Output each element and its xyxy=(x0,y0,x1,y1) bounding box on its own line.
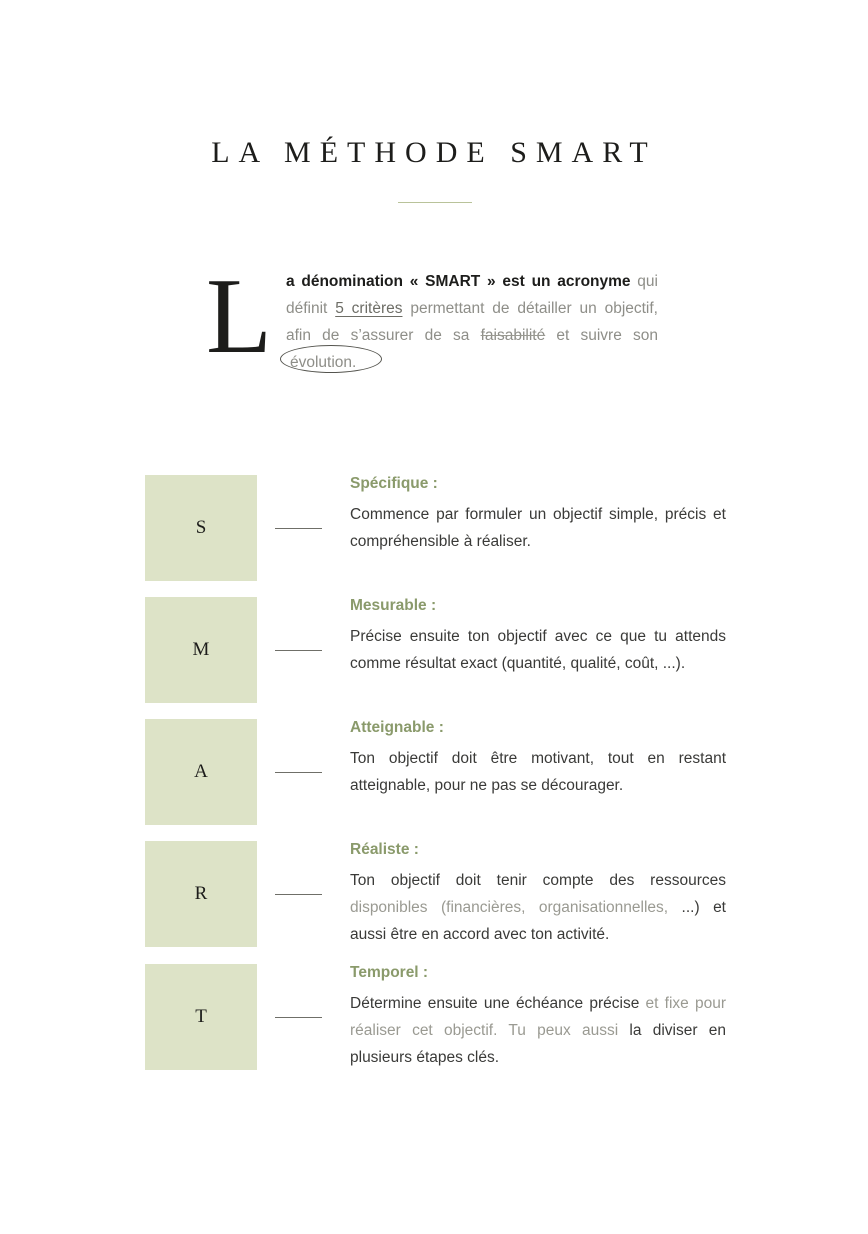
intro-text xyxy=(206,257,658,376)
intro-part4: et suivre son xyxy=(545,327,658,344)
row-body-t xyxy=(350,990,726,1071)
row-title-t: Temporel : xyxy=(350,964,429,981)
intro-strong: a dénomination « SMART » est un acronyme xyxy=(285,273,631,290)
smart-row-m xyxy=(0,597,868,703)
connector-line-m xyxy=(275,650,322,651)
intro-underlined-link[interactable]: 5 critères xyxy=(335,300,403,317)
intro-part3: permettant de détailler un objectif, afin de s’assurer de sa xyxy=(285,300,658,344)
letter-box-m: M xyxy=(145,597,257,703)
connector-line-r xyxy=(275,894,322,895)
row-body-m: Précise ensuite ton objectif avec ce que tu attends comme résultat exact (quantité, qualité, coût, ...). xyxy=(350,628,726,672)
row-body-r-muted: disponibles (financières, organisationnelles, xyxy=(350,899,682,916)
row-text-r xyxy=(350,841,726,948)
smart-rows xyxy=(0,475,868,1087)
intro-part2: qui définit xyxy=(285,273,658,317)
row-text-s xyxy=(350,475,726,555)
connector-line-t xyxy=(275,1017,322,1018)
connector-line-s xyxy=(275,528,322,529)
connector-line-a xyxy=(275,772,322,773)
letter-box-t: T xyxy=(145,964,257,1070)
intro-circled-text: évolution. xyxy=(289,354,357,371)
row-title-s: Spécifique : xyxy=(350,475,438,492)
row-body-r xyxy=(350,867,726,948)
row-body-t-tail: la diviser en plusieurs étapes clés. xyxy=(350,1022,726,1066)
letter-box-s: S xyxy=(145,475,257,581)
smart-row-t xyxy=(0,964,868,1071)
row-title-a: Atteignable : xyxy=(350,719,444,736)
row-text-m xyxy=(350,597,726,677)
intro-paragraph xyxy=(206,257,658,376)
smart-row-s xyxy=(0,475,868,581)
row-text-t xyxy=(350,964,726,1071)
row-body-r-lead: Ton objectif doit tenir compte des ressources xyxy=(350,872,726,889)
drop-cap: L xyxy=(206,257,272,376)
row-text-a xyxy=(350,719,726,799)
letter-box-a: A xyxy=(145,719,257,825)
title-divider xyxy=(398,202,472,203)
page-title: LA MÉTHODE SMART xyxy=(211,136,657,169)
smart-row-a xyxy=(0,719,868,825)
row-body-r-tail: ...) et aussi être en accord avec ton activité. xyxy=(350,899,726,943)
row-title-r: Réaliste : xyxy=(350,841,419,858)
smart-row-r xyxy=(0,841,868,948)
row-body-a: Ton objectif doit être motivant, tout en restant atteignable, pour ne pas se décourager. xyxy=(350,750,726,794)
row-body-t-lead: Détermine ensuite une échéance précise xyxy=(350,995,646,1012)
row-body-s: Commence par formuler un objectif simple, précis et compréhensible à réaliser. xyxy=(350,506,726,550)
intro-circled-annotation xyxy=(286,349,360,376)
letter-box-r: R xyxy=(145,841,257,947)
row-body-t-muted: et fixe pour réaliser cet objectif. Tu peux aussi xyxy=(350,995,726,1039)
intro-struck: faisabilité xyxy=(480,327,546,344)
row-title-m: Mesurable : xyxy=(350,597,437,614)
